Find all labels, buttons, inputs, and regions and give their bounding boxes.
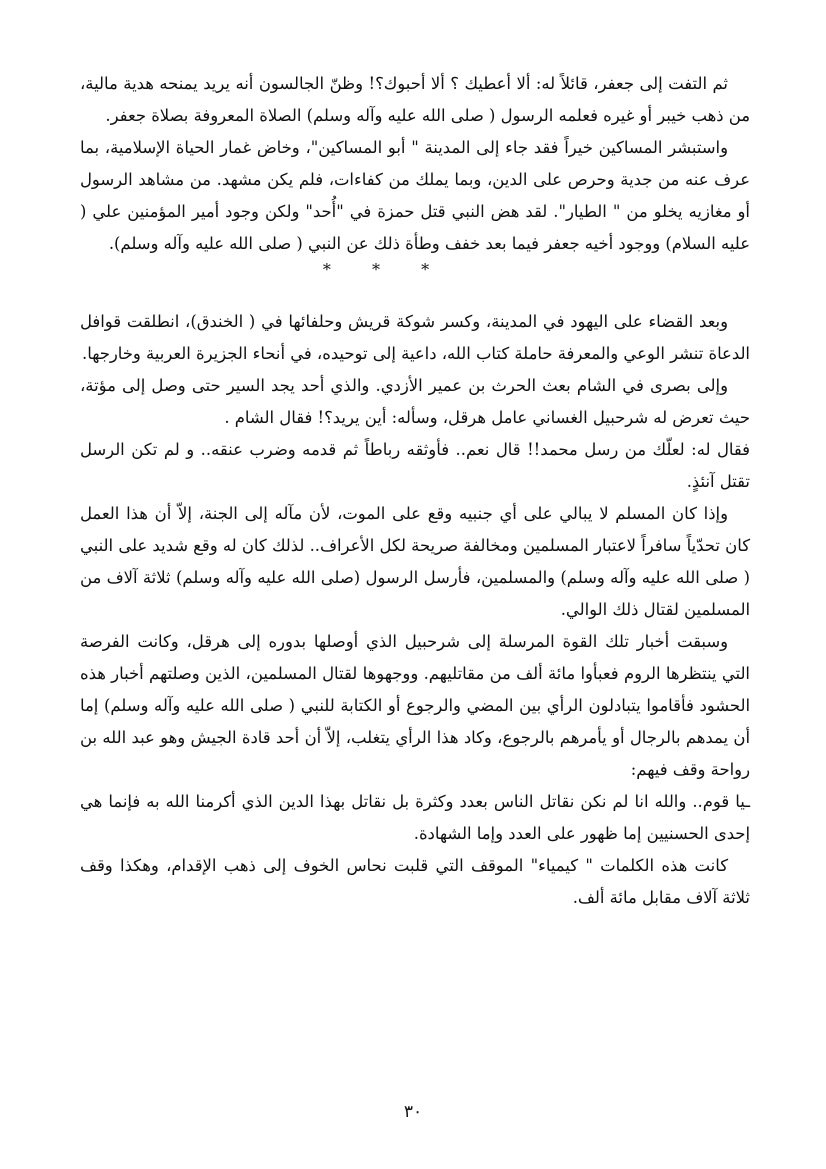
- page-number: ٣٠: [403, 1102, 423, 1122]
- paragraph-abu-al-masakin: واستبشر المساكين خيراً فقد جاء إلى المدينة " أبو المساكين"، وخاض غمار الحياة الإسلامية، بما عرف عنه من جدية وحرص على الدين، وبما يملك من كفاءات، فلم يكن مشهد. من مشاهد الرسول أو مغازيه يخلو من " الطيار". لقد هض النبي قتل حمزة في "أُحد" ولكن وجود أمير المؤمنين علي ( عليه السلام) ووجود أخيه جعفر فيما بعد خفف وطأة ذلك عن النبي ( صلى الله عليه وآله وسلم).: [80, 138, 750, 253]
- section-separator: * * *: [322, 260, 448, 279]
- paragraph-jafar-prayer: ثم التفت إلى جعفر، قائلاً له: ألا أعطيك ؟ ألا أحبوك؟! وظنّ الجالسون أنه يريد يمنحه هدية مالية، من ذهب خيبر أو غيره فعلمه الرسول ( صلى الله عليه وآله وسلم) الصلاة المعروفة بصلاة جعفر.: [80, 74, 750, 125]
- paragraph-caravans: وبعد القضاء على اليهود في المدينة، وكسر شوكة قريش وحلفائها في ( الخندق)، انطلقت قوافل الدعاة تنشر الوعي والمعرفة حاملة كتاب الله، داعية إلى توحيده، في أنحاء الجزيرة العربية وخارجها.: [80, 312, 750, 363]
- paragraph-alchemy: كانت هذه الكلمات " كيمياء" الموقف التي قلبت نحاس الخوف إلى ذهب الإقدام، وهكذا وقف ثلاثة آلاف مقابل مائة ألف.: [80, 856, 750, 907]
- paragraph-messenger-killed: فقال له: لعلّك من رسل محمد!! قال نعم.. فأوثقه رباطاً ثم قدمه وضرب عنقه.. و لم تكن الرسل تقتل آنئذٍ.: [80, 440, 750, 491]
- paragraph-challenge: وإذا كان المسلم لا يبالي على أي جنبيه وقع على الموت، لأن مآله إلى الجنة، إلاّ أن هذا العمل كان تحدّياً سافراً لاعتبار المسلمين ومخالفة صريحة لكل الأعراف.. لذلك كان له وقع شديد على النبي ( صلى الله عليه وآله وسلم) والمسلمين، فأرسل الرسول (صلى الله عليه وآله وسلم) ثلاثة آلاف من المسلمين لقتال ذلك الوالي.: [80, 504, 750, 619]
- page-body: [80, 68, 750, 914]
- paragraph-busra: وإلى بصرى في الشام بعث الحرث بن عمير الأزدي. والذي أحد يجد السير حتى وصل إلى مؤتة، حيث تعرض له شرحبيل الغساني عامل هرقل، وسأله: أين يريد؟! فقال الشام .: [80, 376, 750, 427]
- paragraph-speech: ـيا قوم.. والله انا لم نكن نقاتل الناس بعدد وكثرة بل نقاتل بهذا الدين الذي أكرمنا الله به فإنما هي إحدى الحسنيين إما ظهور على العدد وإما الشهادة.: [80, 792, 750, 843]
- paragraph-roman-army: وسبقت أخبار تلك القوة المرسلة إلى شرحبيل الذي أوصلها بدوره إلى هرقل، وكانت الفرصة التي ينتظرها الروم فعبأوا مائة ألف من مقاتليهم. ووجهوها لقتال المسلمين، الذين وصلتهم أخبار هذه الحشود فأقاموا يتبادلون الرأي بين المضي والرجوع أو الكتابة للنبي ( صلى الله عليه وآله وسلم) إما أن يمدهم بالرجال أو يأمرهم بالرجوع، وكاد هذا الرأي يتغلب، إلاّ أن أحد قادة الجيش وهو عبد الله بن رواحة وقف فيهم:: [80, 632, 750, 779]
